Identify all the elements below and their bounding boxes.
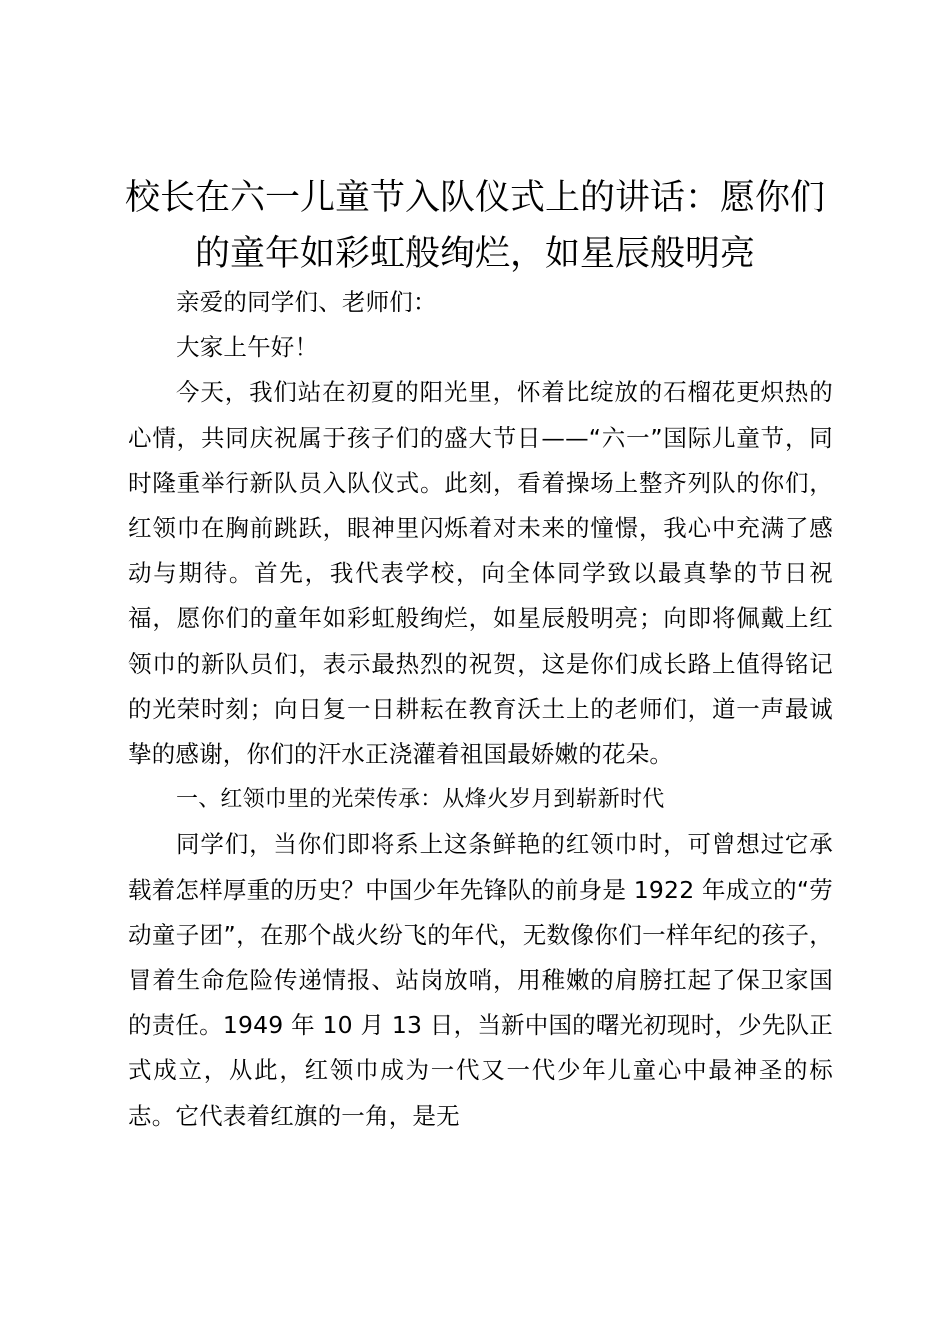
document-body: [128, 280, 833, 1139]
salutation: 亲爱的同学们、老师们：: [176, 288, 437, 316]
greeting: 大家上午好！: [176, 333, 319, 362]
paragraph-history: 同学们，当你们即将系上这条鲜艳的红领巾时，可曾想过它承载着怎样厚重的历史？中国少年先锋队的前身是 1922 年成立的“劳动童子团”，在那个战火纷飞的年代，无数像你们一样年纪的孩子，冒着生命危险传递情报、站岗放哨，用稚嫩的肩膀扛起了保卫家国的责任。1949 年 10 月 13 日，当新中国的曙光初现时，少先队正式成立，从此，红领巾成为一代又一代少年儿童心中最神圣的标志。它代表着红旗的一角，是无: [128, 830, 833, 1130]
paragraph-opening: 今天，我们站在初夏的阳光里，怀着比绽放的石榴花更炽热的心情，共同庆祝属于孩子们的盛大节日——“六一”国际儿童节，同时隆重举行新队员入队仪式。此刻，看着操场上整齐列队的你们，红领巾在胸前跳跃，眼神里闪烁着对未来的憧憬，我心中充满了感动与期待。首先，我代表学校，向全体同学致以最真挚的节日祝福，愿你们的童年如彩虹般绚烂，如星辰般明亮；向即将佩戴上红领巾的新队员们，表示最热烈的祝贺，这是你们成长路上值得铭记的光荣时刻；向日复一日耕耘在教育沃土上的老师们，道一声最诚挚的感谢，你们的汗水正浇灌着祖国最娇嫩的花朵。: [128, 378, 833, 769]
document-title: 校长在六一儿童节入队仪式上的讲话：愿你们的童年如彩虹般绚烂，如星辰般明亮: [124, 178, 825, 274]
section-heading-1: 一、红领巾里的光荣传承：从烽火岁月到崭新时代: [176, 787, 665, 813]
